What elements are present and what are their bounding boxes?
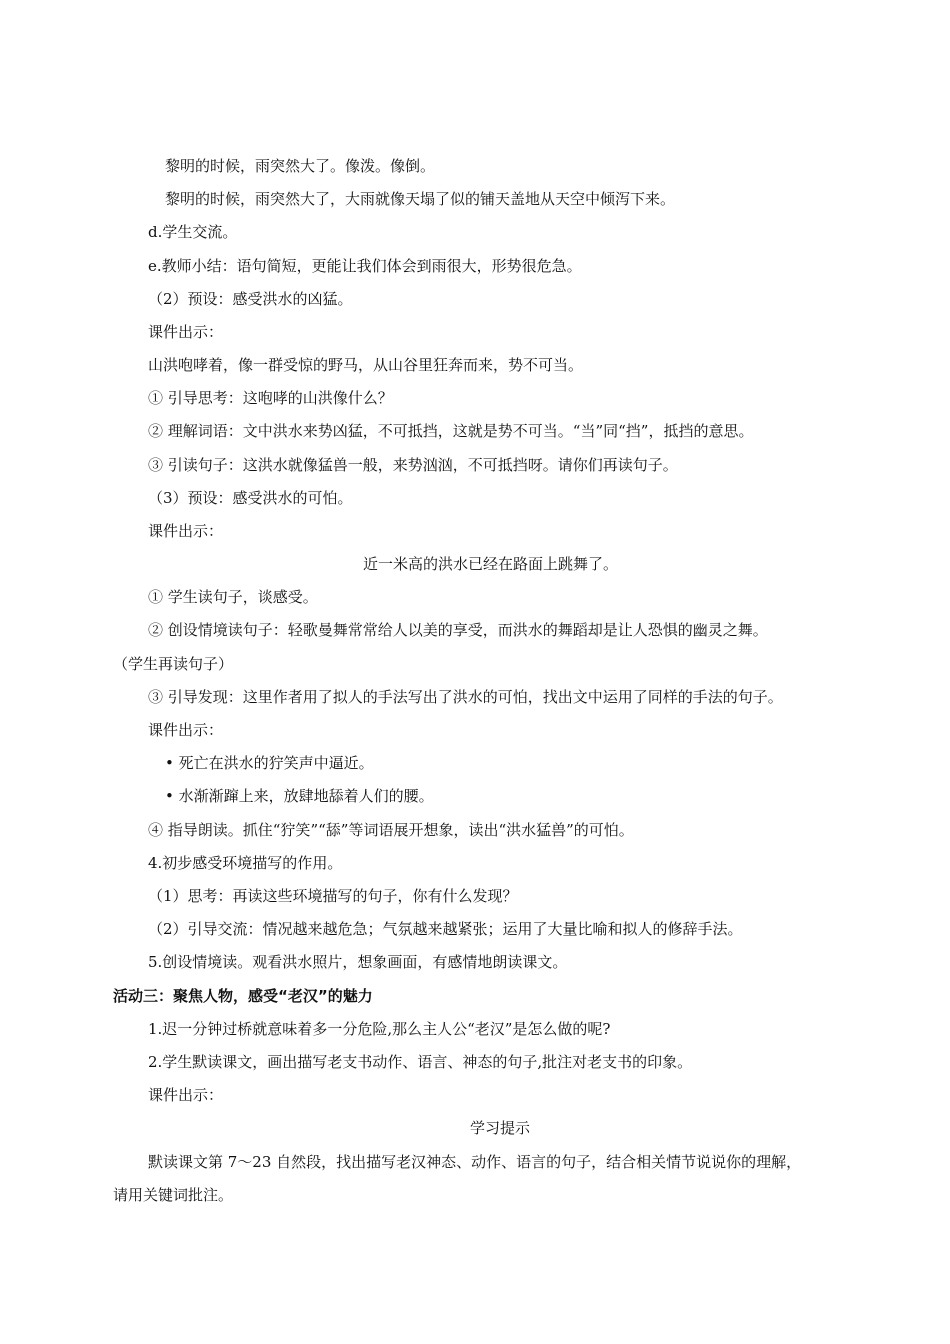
section-heading: 活动三：聚焦人物，感受“老汉”的魅力 (113, 987, 373, 1005)
body-line-18: 课件出示： (148, 721, 224, 739)
centered-quote: 近一米高的洪水已经在路面上跳舞了。 (363, 555, 619, 573)
bullet-item-2: • 水渐渐蹿上来，放肆地舔着人们的腰。 (165, 787, 434, 805)
body-line-5: （2）预设：感受洪水的凶猛。 (148, 290, 353, 308)
body-line-14: ① 学生读句子，谈感受。 (148, 588, 318, 606)
body-line-9: ② 理解词语：文中洪水来势凶猛，不可抵挡，这就是势不可当。“当”同“挡”，抵挡的意思。 (148, 422, 754, 440)
body-line-31: 默读课文第 7～23 自然段，找出描写老汉神态、动作、语言的句子，结合相关情节说说你的理解， (148, 1153, 802, 1171)
body-line-21: ④ 指导朗读。抓住“狞笑”“舔”等词语展开想象，读出“洪水猛兽”的可怕。 (148, 821, 634, 839)
body-line-24: （2）引导交流：情况越来越危急；气氛越来越紧张；运用了大量比喻和拟人的修辞手法。 (148, 920, 743, 938)
body-line-1: 黎明的时候，雨突然大了。像泼。像倒。 (165, 157, 436, 175)
body-line-25: 5.创设情境读。观看洪水照片，想象画面，有感情地朗读课文。 (148, 953, 568, 971)
body-line-12: 课件出示： (148, 522, 224, 540)
body-line-7: 山洪咆哮着，像一群受惊的野马，从山谷里狂奔而来，势不可当。 (148, 356, 584, 374)
body-line-3: d.学生交流。 (148, 223, 238, 241)
body-line-29: 课件出示： (148, 1086, 224, 1104)
body-line-23: （1）思考：再读这些环境描写的句子，你有什么发现？ (148, 887, 518, 905)
body-line-6: 课件出示： (148, 323, 224, 341)
body-line-17: ③ 引导发现：这里作者用了拟人的手法写出了洪水的可怕，找出文中运用了同样的手法的句子。 (148, 688, 783, 706)
body-line-15: ② 创设情境读句子：轻歌曼舞常常给人以美的享受，而洪水的舞蹈却是让人恐惧的幽灵之舞。 (148, 621, 768, 639)
body-line-28: 2.学生默读课文，画出描写老支书动作、语言、神态的句子,批注对老支书的印象。 (148, 1053, 693, 1071)
body-line-10: ③ 引读句子：这洪水就像猛兽一般，来势汹汹，不可抵挡呀。请你们再读句子。 (148, 456, 678, 474)
body-line-8: ① 引导思考：这咆哮的山洪像什么？ (148, 389, 393, 407)
body-line-22: 4.初步感受环境描写的作用。 (148, 854, 343, 872)
body-line-27: 1.迟一分钟过桥就意味着多一分危险,那么主人公“老汉”是怎么做的呢? (148, 1020, 611, 1038)
study-tip-title: 学习提示 (470, 1119, 531, 1137)
body-line-32: 请用关键词批注。 (113, 1186, 234, 1204)
body-line-2: 黎明的时候，雨突然大了，大雨就像天塌了似的铺天盖地从天空中倾泻下来。 (165, 190, 676, 208)
body-line-11: （3）预设：感受洪水的可怕。 (148, 489, 353, 507)
body-line-4: e.教师小结：语句简短，更能让我们体会到雨很大，形势很危急。 (148, 257, 582, 275)
bullet-item-1: • 死亡在洪水的狞笑声中逼近。 (165, 754, 374, 772)
body-line-16: （学生再读句子） (113, 655, 234, 673)
